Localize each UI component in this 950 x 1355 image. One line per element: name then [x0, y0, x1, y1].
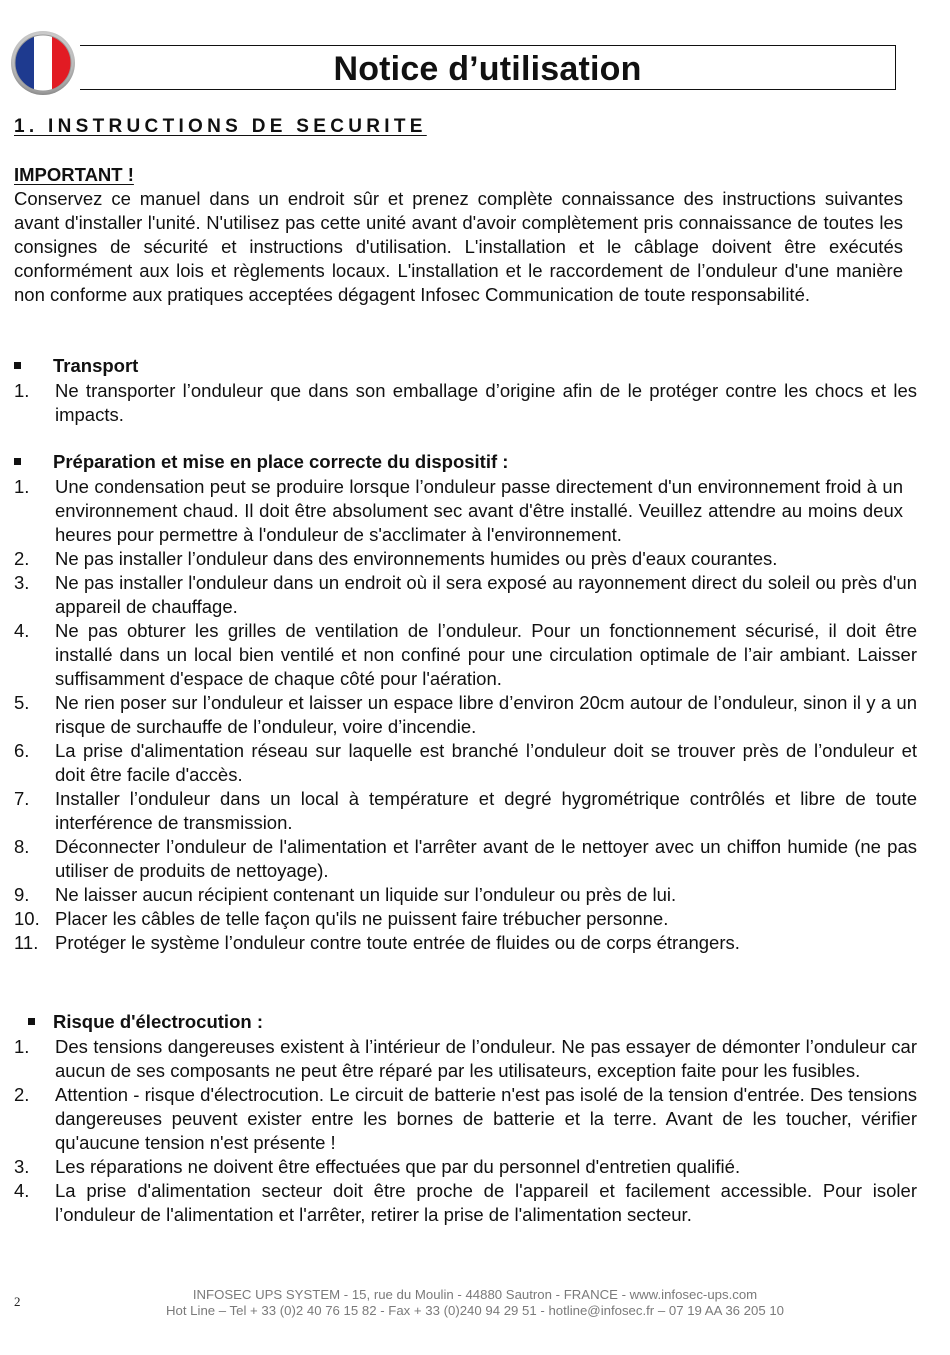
item-text: Placer les câbles de telle façon qu'ils ne puissent faire trébucher personne.: [55, 908, 669, 929]
list-item: [0, 1083, 917, 1155]
electrocution-heading: Risque d'électrocution :: [14, 1011, 263, 1033]
list-item: [0, 691, 917, 739]
list-item: [0, 1155, 917, 1179]
footer-contact: Hot Line – Tel + 33 (0)2 40 76 15 82 - Fax + 33 (0)240 94 29 51 - hotline@infosec.fr – 07 19 AA 36 205 10: [166, 1303, 784, 1318]
electrocution-list: [0, 1035, 917, 1227]
page-title: Notice d’utilisation: [333, 50, 642, 88]
item-number: 2.: [14, 1084, 30, 1105]
list-item: [0, 475, 917, 547]
list-item: [0, 739, 917, 787]
preparation-list: [0, 475, 917, 955]
important-label: IMPORTANT !: [14, 164, 134, 185]
square-bullet-icon: [14, 458, 21, 465]
item-text: Les réparations ne doivent être effectuées que par du personnel d'entretien qualifié.: [55, 1156, 741, 1177]
list-item: [0, 547, 917, 571]
footer-address: INFOSEC UPS SYSTEM - 15, rue du Moulin - 44880 Sautron - FRANCE - www.infosec-ups.com: [192, 1287, 758, 1302]
square-bullet-icon: [28, 1018, 35, 1025]
item-number: 6.: [14, 740, 30, 761]
transport-list: [0, 379, 917, 427]
list-item: [0, 907, 917, 931]
intro-paragraph: Conservez ce manuel dans un endroit sûr et prenez complète connaissance des instructions suivantes avant d'installer l'unité. N'utilisez pas cette unité avant d'avoir complètement pris connaissance de toutes les consignes de sécurité et instructions d'utilisation. L'installation et le câblage doivent être exécutés conformément aux lois et règlements locaux. L'installation et le raccordement de l’onduleur d'une manière non conforme aux pratiques acceptées dégagent Infosec Communication de toute responsabilité.: [14, 188, 903, 305]
item-text: Déconnecter l’onduleur de l'alimentation et l'arrêter avant de le nettoyer avec un chiffon humide (ne pas utiliser de produits de nettoyage).: [55, 836, 917, 881]
item-number: 1.: [14, 380, 30, 401]
item-text: Protéger le système l’onduleur contre toute entrée de fluides ou de corps étrangers.: [55, 932, 740, 953]
item-number: 9.: [14, 884, 30, 905]
title-box: [80, 45, 896, 90]
french-flag-icon: [10, 30, 76, 96]
list-item: [0, 931, 917, 955]
transport-heading: Transport: [14, 355, 138, 377]
item-number: 7.: [14, 788, 30, 809]
footer: [0, 1287, 950, 1319]
item-text: Ne pas obturer les grilles de ventilation de l’onduleur. Pour un fonctionnement sécurisé, il doit être installé dans un local bien ventilé et non confiné pour une circulation optimale de l’air ambiant. Laisser suffisamment d'espace de chaque côté pour l'aération.: [55, 620, 917, 689]
item-text: Ne pas installer l'onduleur dans un endroit où il sera exposé au rayonnement direct du soleil ou près d'un appareil de chauffage.: [55, 572, 917, 617]
item-number: 4.: [14, 1180, 30, 1201]
list-item: [0, 1035, 917, 1083]
list-item: [0, 571, 917, 619]
item-text: Installer l’onduleur dans un local à température et degré hygrométrique contrôlés et libre de toute interférence de transmission.: [55, 788, 917, 833]
item-number: 1.: [14, 1036, 30, 1057]
item-text: Une condensation peut se produire lorsque l’onduleur passe directement d'un environnement froid à un environnement chaud. Il doit être absolument sec avant d'être installé. Veuillez attendre au moins deux heures pour permettre à l'onduleur de s'acclimater à l'environnement.: [55, 476, 903, 545]
list-item: [0, 787, 917, 835]
item-number: 3.: [14, 1156, 30, 1177]
item-number: 8.: [14, 836, 30, 857]
item-number: 3.: [14, 572, 30, 593]
item-text: Ne laisser aucun récipient contenant un liquide sur l’onduleur ou près de lui.: [55, 884, 677, 905]
item-text: Ne transporter l’onduleur que dans son emballage d’origine afin de le protéger contre les chocs et les impacts.: [55, 380, 917, 425]
list-item: [0, 619, 917, 691]
list-item: [0, 1179, 917, 1227]
item-number: 1.: [14, 476, 30, 497]
item-number: 4.: [14, 620, 30, 641]
square-bullet-icon: [14, 362, 21, 369]
item-number: 11.: [14, 932, 39, 953]
page-number: 2: [14, 1294, 21, 1309]
item-text: Attention - risque d'électrocution. Le circuit de batterie n'est pas isolé de la tension d'entrée. Des tensions dangereuses peuvent exister entre les bornes de batterie et la terre. Avant de les toucher, vérifier qu'aucune tension n'est présente !: [55, 1084, 917, 1153]
item-text: La prise d'alimentation réseau sur laquelle est branché l’onduleur doit se trouver près de l’onduleur et doit être facile d'accès.: [55, 740, 917, 785]
item-number: 10.: [14, 908, 40, 929]
item-text: Ne rien poser sur l’onduleur et laisser un espace libre d’environ 20cm autour de l’onduleur, sinon il y a un risque de surchauffe de l’onduleur, voire d’incendie.: [55, 692, 917, 737]
list-item: [0, 835, 917, 883]
item-number: 2.: [14, 548, 30, 569]
list-item: [0, 379, 917, 427]
item-text: Des tensions dangereuses existent à l’intérieur de l’onduleur. Ne pas essayer de démonter l’onduleur car aucun de ses composants ne peut être réparé par les utilisateurs, exception faite pour les fusibles.: [55, 1036, 917, 1081]
item-text: La prise d'alimentation secteur doit être proche de l'appareil et facilement accessible. Pour isoler l’onduleur de l'alimentation et l'arrêter, retirer la prise de l'alimentation secteur.: [55, 1180, 917, 1225]
item-number: 5.: [14, 692, 30, 713]
list-item: [0, 883, 917, 907]
section-title: 1. INSTRUCTIONS DE SECURITE: [14, 116, 427, 137]
item-text: Ne pas installer l’onduleur dans des environnements humides ou près d'eaux courantes.: [55, 548, 778, 569]
preparation-heading: Préparation et mise en place correcte du dispositif :: [14, 451, 508, 473]
